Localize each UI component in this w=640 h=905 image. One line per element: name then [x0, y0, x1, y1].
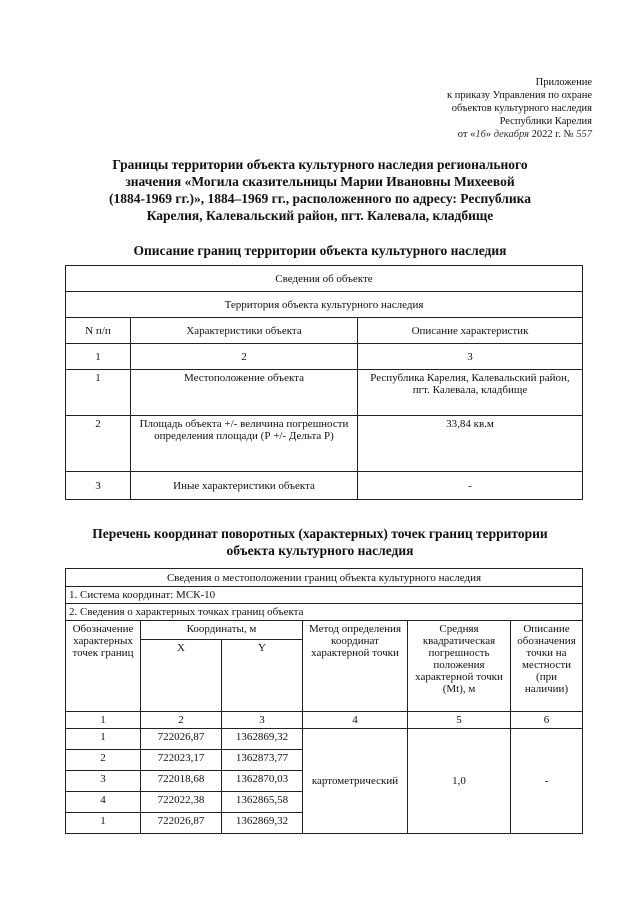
order-number: 557: [576, 129, 592, 140]
point-id: 3: [66, 771, 141, 792]
column-number: 6: [511, 712, 583, 729]
table-row: [66, 370, 583, 416]
row-number: 1: [66, 370, 131, 416]
error-cell: 1,0: [408, 729, 511, 834]
coord-system: 1. Система координат: МСК-10: [66, 587, 583, 604]
column-header-y: Y: [222, 640, 303, 712]
section2-title-line: Перечень координат поворотных (характерных) точек границ территории: [92, 526, 548, 541]
description-cell: -: [511, 729, 583, 834]
point-id: 2: [66, 750, 141, 771]
point-y: 1362869,32: [222, 813, 303, 834]
column-header-x: X: [141, 640, 222, 712]
date-day: 16: [475, 129, 486, 140]
table-header: Сведения об объекте: [66, 266, 583, 292]
column-number: 4: [303, 712, 408, 729]
point-x: 722026,87: [141, 813, 222, 834]
row-description: -: [358, 472, 583, 500]
document-title: [95, 156, 545, 224]
row-number: 2: [66, 416, 131, 472]
row-name: Иные характеристики объекта: [131, 472, 358, 500]
table-header: Сведения о местоположении границ объекта культурного наследия: [66, 569, 583, 587]
column-number: 3: [358, 344, 583, 370]
object-info-table: [65, 265, 583, 500]
point-y: 1362865,58: [222, 792, 303, 813]
appendix-block: [372, 76, 592, 141]
point-x: 722023,17: [141, 750, 222, 771]
appendix-line: объектов культурного наследия: [451, 103, 592, 114]
column-header: Описание обозначения точки на местности (при наличии): [511, 621, 583, 712]
table-header: Территория объекта культурного наследия: [66, 292, 583, 318]
point-id: 4: [66, 792, 141, 813]
column-header: Метод определения координат характерной точки: [303, 621, 408, 712]
point-y: 1362873,77: [222, 750, 303, 771]
row-description: 33,84 кв.м: [358, 416, 583, 472]
column-number: 1: [66, 344, 131, 370]
coordinates-table: [65, 568, 583, 834]
table-row: [66, 416, 583, 472]
row-number: 3: [66, 472, 131, 500]
column-number: 1: [66, 712, 141, 729]
date-year: 2022 г. №: [531, 129, 574, 140]
appendix-line: Республики Карелия: [499, 116, 592, 127]
appendix-line: к приказу Управления по охране: [447, 90, 592, 101]
row-name: Местоположение объекта: [131, 370, 358, 416]
date-mid: »: [485, 129, 492, 140]
title-line: (1884-1969 гг.)», 1884–1969 гг., расположенного по адресу: Республика: [109, 191, 531, 206]
point-x: 722026,87: [141, 729, 222, 750]
column-number: 3: [222, 712, 303, 729]
table-row: [66, 729, 583, 750]
column-number: 5: [408, 712, 511, 729]
column-header: Обозначение характерных точек границ: [66, 621, 141, 712]
column-header: Координаты, м: [141, 621, 303, 640]
point-y: 1362869,32: [222, 729, 303, 750]
column-header: N п/п: [66, 318, 131, 344]
section1-title: Описание границ территории объекта культурного наследия: [133, 243, 507, 258]
column-header: Характеристики объекта: [131, 318, 358, 344]
point-id: 1: [66, 729, 141, 750]
appendix-line: Приложение: [535, 77, 592, 88]
title-line: Карелия, Калевальский район, пгт. Калевала, кладбище: [146, 208, 494, 223]
date-prefix: от «: [457, 129, 476, 140]
date-month: декабря: [493, 129, 529, 140]
column-header: Средняя квадратическая погрешность положения характерной точки (Mt), м: [408, 621, 511, 712]
title-line: Границы территории объекта культурного наследия регионального: [112, 157, 528, 172]
column-number: 2: [141, 712, 222, 729]
appendix-date-line: [372, 128, 592, 141]
point-x: 722022,38: [141, 792, 222, 813]
section2-title-line: объекта культурного наследия: [226, 543, 414, 558]
points-header: 2. Сведения о характерных точках границ объекта: [66, 604, 583, 621]
row-description: Республика Карелия, Калевальский район, пгт. Калевала, кладбище: [358, 370, 583, 416]
method-cell: картометрический: [303, 729, 408, 834]
point-x: 722018,68: [141, 771, 222, 792]
column-header: Описание характеристик: [358, 318, 583, 344]
title-line: значения «Могила сказительницы Марии Ивановны Михеевой: [125, 174, 515, 189]
point-y: 1362870,03: [222, 771, 303, 792]
table-row: [66, 472, 583, 500]
row-name: Площадь объекта +/- величина погрешности определения площади (Р +/- Дельта Р): [131, 416, 358, 472]
point-id: 1: [66, 813, 141, 834]
section2-title: [60, 525, 580, 559]
column-number: 2: [131, 344, 358, 370]
